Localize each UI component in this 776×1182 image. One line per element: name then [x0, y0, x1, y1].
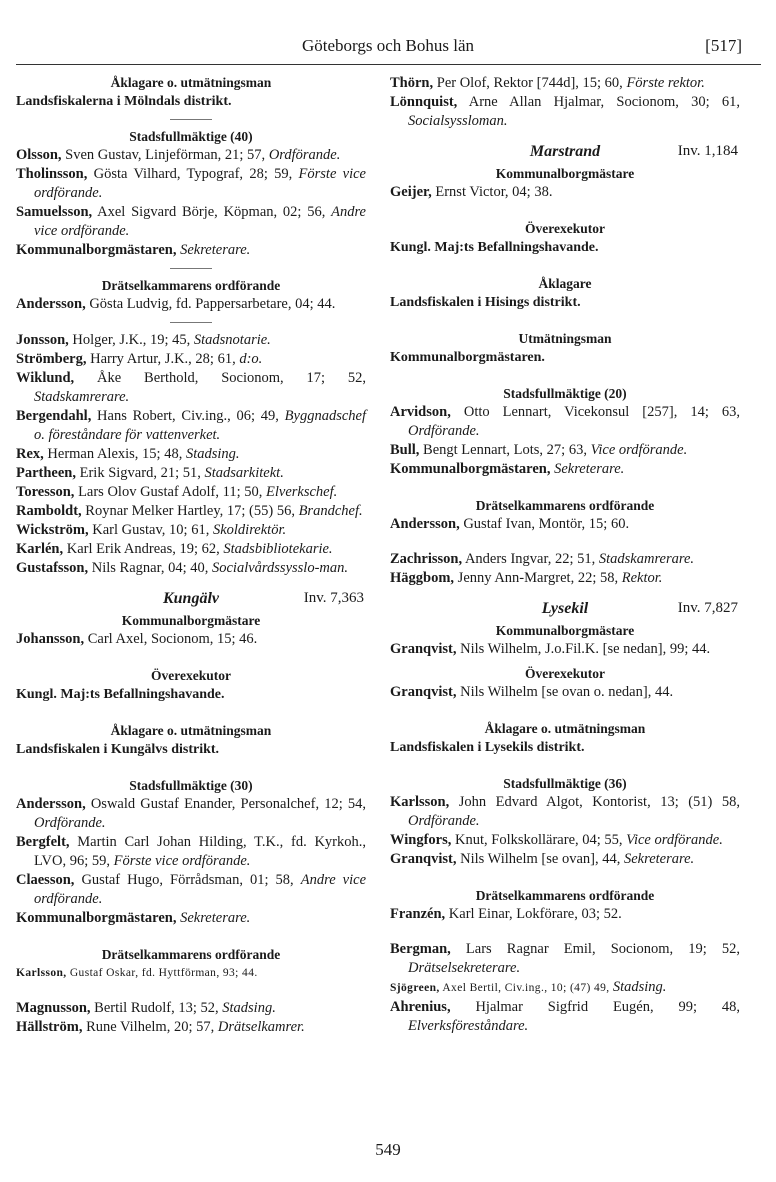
entry-text: Gösta Vilhard, Typograf, 28; 59, [87, 166, 299, 182]
list-item [390, 74, 740, 93]
entry-text: Nils Wilhelm, J.o.Fil.K. [se nedan], 99; 44. [456, 641, 711, 657]
entry-role: Förste vice ordförande. [34, 166, 366, 201]
page-header-title: Göteborgs och Bohus län [301, 36, 475, 55]
entry-name: Kommunalborgmästaren, [16, 910, 177, 926]
entry-role: Ordförande. [408, 813, 480, 829]
entry-name: Claesson, [16, 872, 75, 888]
entry-text: Gösta Ludvig, fd. Pappersarbetare, 04; 44. [85, 296, 336, 312]
entry-name: Rex, [16, 446, 44, 462]
list-item [16, 833, 366, 871]
entry-role: Stadsing. [222, 1000, 276, 1016]
section-heading: Kommunalborgmästare [121, 613, 261, 628]
list-item: Kommunalborgmästaren. [390, 350, 545, 365]
entry-name: Bull, [390, 442, 420, 458]
list-item [16, 165, 366, 203]
section-heading: Stadsfullmäktige (30) [129, 778, 253, 793]
entry-role: Stadsnotarie. [193, 332, 271, 348]
list-item [16, 369, 366, 407]
page-number: 549 [375, 1140, 401, 1159]
section-heading: Drätselkammarens ordförande [475, 498, 655, 513]
list-item [16, 331, 366, 350]
section-heading: Överexekutor [525, 221, 605, 236]
entry-name: Karlsson, [16, 967, 67, 979]
entry-role: Andre vice ordförande. [34, 204, 366, 239]
entry-name: Partheen, [16, 465, 76, 481]
entry-name: Strömberg, [16, 351, 87, 367]
list-item [16, 464, 366, 483]
entry-name: Zachrisson, [390, 551, 463, 567]
page-header-ref: [517] [705, 36, 742, 55]
list-item [390, 978, 740, 998]
entry-role: Socialvårdssysslo-man. [212, 560, 348, 576]
list-item [390, 940, 740, 978]
entry-text: Roynar Melker Hartley, 17; (55) 56, [81, 503, 299, 519]
entry-name: Karlén, [16, 541, 64, 557]
entry-role: Stadskamrerare. [598, 551, 695, 567]
entry-text: Per Olof, Rektor [744d], 15; 60, [433, 75, 627, 91]
entry-name: Ramboldt, [16, 503, 82, 519]
entry-role: Vice ordförande. [626, 832, 723, 848]
entry-name: Kommunalborgmästaren, [16, 242, 177, 258]
entry-name: Sjögreen, [390, 982, 440, 994]
list-item [16, 483, 366, 502]
entry-text: Knut, Folkskollärare, 04; 55, [451, 832, 627, 848]
section-heading: Drätselkammarens ordförande [101, 278, 281, 293]
entry-text: Lars Olov Gustaf Adolf, 11; 50, [74, 484, 267, 500]
divider [170, 119, 212, 120]
entry-role: Stadsing. [185, 446, 240, 462]
entry-role: Sekreterare. [180, 242, 251, 258]
section-heading: Åklagare o. utmätningsman [484, 721, 646, 736]
entry-role: Stadsarkitekt. [204, 465, 284, 481]
entry-name: Johansson, [16, 631, 85, 647]
entry-text: Hjalmar Sigfrid Eugén, 99; 48, [450, 999, 740, 1015]
section-heading: Stadsfullmäktige (36) [503, 776, 627, 791]
entry-text: Gustaf Hugo, Förrådsman, 01; 58, [74, 872, 301, 888]
list-item: Landsfiskalerna i Mölndals distrikt. [16, 94, 232, 109]
list-item [390, 403, 740, 441]
list-item [390, 93, 740, 131]
entry-role: Skoldirektör. [212, 522, 287, 538]
list-item [16, 295, 366, 314]
list-item [16, 350, 366, 369]
list-item [16, 407, 366, 445]
list-item [16, 795, 366, 833]
entry-name: Granqvist, [390, 851, 457, 867]
entry-name: Granqvist, [390, 684, 457, 700]
list-item [16, 964, 366, 983]
entry-role: Sekreterare. [623, 851, 695, 867]
divider [170, 322, 212, 323]
entry-name: Andersson, [16, 796, 86, 812]
town-inhabitants: Inv. 1,184 [677, 143, 738, 159]
entry-role: Elverkschef. [266, 484, 338, 500]
list-item [390, 831, 740, 850]
list-item [390, 183, 740, 202]
entry-name: Ahrenius, [390, 999, 451, 1015]
entry-name: Wickström, [16, 522, 89, 538]
section-heading: Åklagare o. utmätningsman [110, 723, 272, 738]
entry-name: Thörn, [390, 75, 434, 91]
entry-role: Socialsyssloman. [408, 113, 508, 129]
entry-name: Karlsson, [390, 794, 450, 810]
list-item: Landsfiskalen i Kungälvs distrikt. [16, 742, 220, 757]
list-item: Kungl. Maj:ts Befallningshavande. [16, 687, 225, 702]
town-heading [390, 600, 740, 622]
entry-role: Byggnadschef o. föreståndare för vattenverket. [34, 408, 366, 443]
entry-name: Andersson, [390, 516, 460, 532]
entry-role: d:o. [239, 351, 263, 367]
entry-role: Drätselkamrer. [217, 1019, 305, 1035]
list-item: Landsfiskalen i Lysekils distrikt. [390, 740, 585, 755]
section-heading: Stadsfullmäktige (20) [503, 386, 627, 401]
entry-role: Stadskamrerare. [34, 389, 130, 405]
list-item [16, 909, 366, 928]
entry-text: Erik Sigvard, 21; 51, [76, 465, 205, 481]
entry-text: Hans Robert, Civ.ing., 06; 49, [91, 408, 285, 424]
list-item [390, 683, 740, 702]
list-item [16, 630, 366, 649]
entry-name: Toresson, [16, 484, 75, 500]
section-heading: Åklagare o. utmätningsman [110, 75, 272, 90]
entry-text: Holger, J.K., 19; 45, [68, 332, 194, 348]
entry-text: John Edvard Algot, Kontorist, 13; (51) 58, [449, 794, 740, 810]
list-item [390, 850, 740, 869]
town-name: Kungälv [162, 590, 219, 607]
entry-name: Bergman, [390, 941, 451, 957]
entry-role: Ordförande. [34, 815, 106, 831]
entry-text: Oswald Gustaf Enander, Personalchef, 12; 54, [85, 796, 366, 812]
entry-name: Lönnquist, [390, 94, 458, 110]
entry-text: Bengt Lennart, Lots, 27; 63, [419, 442, 591, 458]
section-heading: Drätselkammarens ordförande [101, 947, 281, 962]
section-heading: Överexekutor [151, 668, 231, 683]
entry-text: Ernst Victor, 04; 38. [431, 184, 553, 200]
entry-text: Axel Sigvard Börje, Köpman, 02; 56, [92, 204, 332, 220]
list-item [16, 871, 366, 909]
list-item [390, 550, 740, 569]
entry-text: Nils Wilhelm [se ovan], 44, [456, 851, 624, 867]
entry-text: Karl Einar, Lokförare, 03; 52. [445, 906, 622, 922]
entry-text: Martin Carl Johan Hilding, T.K., fd. Kyrkoh., LVO, 96; 59, [34, 834, 366, 869]
entry-name: Olsson, [16, 147, 62, 163]
list-item [390, 515, 740, 534]
entry-text: Gustaf Ivan, Montör, 15; 60. [459, 516, 630, 532]
list-item [390, 569, 740, 588]
entry-text: Rune Vilhelm, 20; 57, [82, 1019, 218, 1035]
section-heading: Utmätningsman [518, 331, 612, 346]
entry-name: Häggbom, [390, 570, 455, 586]
list-item [16, 146, 366, 165]
town-heading [16, 590, 366, 612]
entry-text: Jenny Ann-Margret, 22; 58, [454, 570, 622, 586]
list-item [390, 905, 740, 924]
town-heading [390, 143, 740, 165]
entry-text: Carl Axel, Socionom, 15; 46. [84, 631, 258, 647]
list-item: Landsfiskalen i Hisings distrikt. [390, 295, 581, 310]
entry-role: Vice ordförande. [590, 442, 688, 458]
town-name: Lysekil [541, 600, 589, 617]
entry-name: Granqvist, [390, 641, 457, 657]
list-item [390, 640, 740, 659]
list-item [16, 241, 366, 260]
list-item [16, 521, 366, 540]
entry-name: Kommunalborgmästaren, [390, 461, 551, 477]
entry-role: Stadsbibliotekarie. [223, 541, 333, 557]
list-item [390, 793, 740, 831]
entry-role: Sekreterare. [554, 461, 625, 477]
section-heading: Åklagare [538, 276, 592, 291]
list-item [390, 441, 740, 460]
list-item [390, 460, 740, 479]
entry-role: Förste vice ordförande. [113, 853, 251, 869]
entry-name: Tholinsson, [16, 166, 88, 182]
entry-role: Rektor. [621, 570, 663, 586]
entry-text: Nils Ragnar, 04; 40, [88, 560, 212, 576]
section-heading: Drätselkammarens ordförande [475, 888, 655, 903]
right-column [390, 74, 740, 1036]
entry-name: Hällström, [16, 1019, 83, 1035]
entry-role: Ordförande. [408, 423, 480, 439]
entry-role: Drätselsekreterare. [408, 960, 521, 976]
entry-text: Bertil Rudolf, 13; 52, [90, 1000, 223, 1016]
town-inhabitants: Inv. 7,827 [677, 600, 738, 616]
section-heading: Kommunalborgmästare [495, 166, 635, 181]
entry-text: Gustaf Oskar, fd. Hyttförman, 93; 44. [66, 967, 258, 979]
entry-name: Franzén, [390, 906, 446, 922]
list-item [16, 1018, 366, 1037]
entry-role: Sekreterare. [180, 910, 251, 926]
entry-text: Otto Lennart, Vicekonsul [257], 14; 63, [450, 404, 740, 420]
entry-text: Karl Gustav, 10; 61, [88, 522, 213, 538]
entry-name: Wingfors, [390, 832, 452, 848]
list-item [16, 502, 366, 521]
entry-name: Wiklund, [16, 370, 75, 386]
town-inhabitants: Inv. 7,363 [303, 590, 364, 606]
list-item [16, 559, 366, 578]
entry-text: Anders Ingvar, 22; 51, [462, 551, 599, 567]
list-item [390, 998, 740, 1036]
entry-role: Stadsing. [612, 979, 667, 995]
entry-text: Karl Erik Andreas, 19; 62, [63, 541, 224, 557]
section-heading: Stadsfullmäktige (40) [129, 129, 253, 144]
section-heading: Kommunalborgmästare [495, 623, 635, 638]
entry-text: Arne Allan Hjalmar, Socionom, 30; 61, [457, 94, 740, 110]
list-item [16, 203, 366, 241]
entry-role: Ordförande. [268, 147, 341, 163]
entry-name: Bergendahl, [16, 408, 92, 424]
entry-text: Harry Artur, J.K., 28; 61, [86, 351, 240, 367]
entry-name: Gustafsson, [16, 560, 89, 576]
list-item [16, 540, 366, 559]
entry-name: Jonsson, [16, 332, 69, 348]
entry-text: Nils Wilhelm [se ovan o. nedan], 44. [456, 684, 674, 700]
entry-role: Elverksföreståndare. [408, 1018, 529, 1034]
section-heading: Överexekutor [525, 666, 605, 681]
entry-text: Åke Berthold, Socionom, 17; 52, [74, 370, 366, 386]
entry-name: Arvidson, [390, 404, 451, 420]
left-column [16, 74, 366, 1037]
entry-text: Sven Gustav, Linjeförman, 21; 57, [61, 147, 269, 163]
entry-name: Samuelsson, [16, 204, 93, 220]
header-rule [16, 64, 761, 65]
entry-role: Andre vice ordförande. [34, 872, 367, 907]
entry-role: Förste rektor. [626, 75, 705, 91]
list-item [16, 999, 366, 1018]
list-item [16, 445, 366, 464]
town-name: Marstrand [529, 143, 601, 160]
entry-text: Axel Bertil, Civ.ing., 10; (47) 49, [439, 982, 613, 994]
divider [170, 268, 212, 269]
entry-text: Herman Alexis, 15; 48, [43, 446, 186, 462]
entry-name: Geijer, [390, 184, 432, 200]
entry-name: Magnusson, [16, 1000, 91, 1016]
list-item: Kungl. Maj:ts Befallningshavande. [390, 240, 599, 255]
entry-name: Bergfelt, [16, 834, 70, 850]
entry-role: Brandchef. [298, 503, 363, 519]
entry-text: Lars Ragnar Emil, Socionom, 19; 52, [450, 941, 740, 957]
entry-name: Andersson, [16, 296, 86, 312]
